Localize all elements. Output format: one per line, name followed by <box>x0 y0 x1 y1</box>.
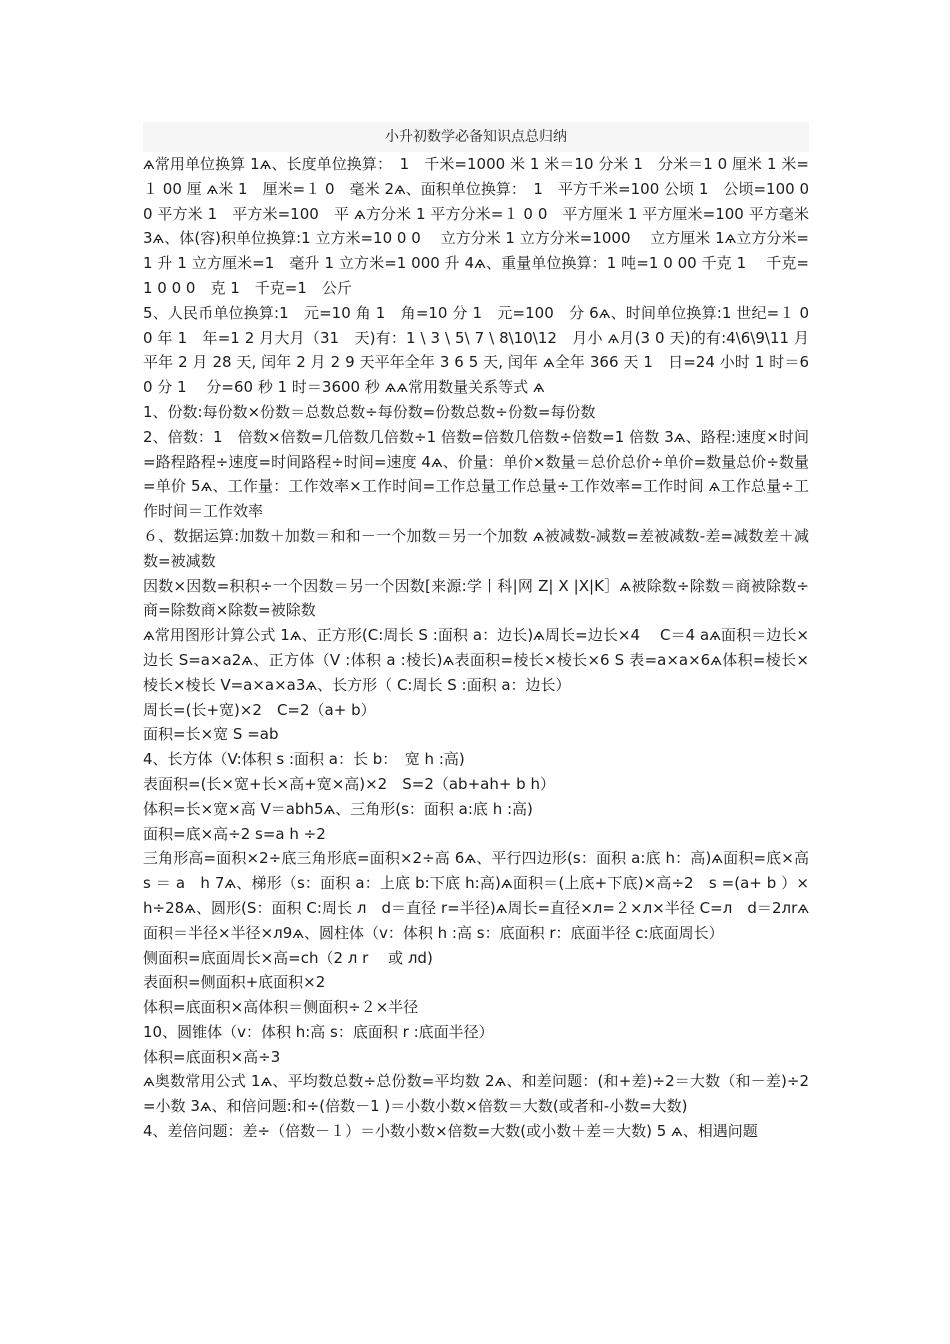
text-paragraph: 侧面积=底面周长×高=ch（2 л r 或 лd) <box>143 948 433 967</box>
text-paragraph: 表面积=(长×宽+长×高+宽×高)×2 S=2（ab+ah+ b h） <box>143 774 555 793</box>
text-paragraph: 4、差倍问题：差÷（倍数－１）＝小数小数×倍数=大数(或小数＋差＝大数) 5 ѧ、相遇问题 <box>143 1122 758 1141</box>
text-paragraph: 面积=长×宽 S =ab <box>143 725 279 744</box>
text-paragraph: ѧ奥数常用公式 1ѧ、平均数总数÷总份数=平均数 2ѧ、和差问题：(和+差)÷2＝大数（和－差)÷2=小数 3ѧ、和倍问题:和÷(倍数－1 )＝小数小数×倍数＝大数(或者和-小数=大数) <box>143 1072 809 1116</box>
text-paragraph: 体积=底面积×高÷3 <box>143 1047 281 1066</box>
text-paragraph: 2、倍数：1 倍数×倍数=几倍数几倍数÷1 倍数=倍数几倍数÷倍数=1 倍数 3ѧ、路程:速度×时间=路程路程÷速度=时间路程÷时间=速度 4ѧ、价量：单价×数量＝总价总价÷单价=数量总价÷数量=单价 5ѧ、工作量：工作效率×工作时间=工作总量工作总量÷工作效率=工作时间 ѧ工作总量÷工作时间＝工作效率 <box>143 427 809 521</box>
text-paragraph: 周长=(长+宽)×2 C=2（a+ b） <box>143 700 376 719</box>
text-paragraph: 10、圆锥体（v：体积 h:高 s：底面积 r :底面半径） <box>143 1022 494 1041</box>
text-paragraph: 4、长方体（V:体积 s :面积 a：长 b： 宽 h :高) <box>143 750 465 769</box>
text-paragraph: ѧ常用图形计算公式 1ѧ、正方形(C:周长 S :面积 a：边长)ѧ周长=边长×4 C＝4 aѧ面积＝边长×边长 S=a×a2ѧ、正方体（V :体积 a :棱长)ѧ表面积=棱长×棱长×6 S 表=a×a×6ѧ体积=棱长×棱长×棱长 V=a×a×a3ѧ、长方形（ C:周长 S :面积 a：边长） <box>143 626 809 694</box>
text-paragraph: ѧ常用单位换算 1ѧ、长度单位换算： 1 千米=1000 米 1 米＝10 分米 1 分米＝1 0 厘米 1 米=１ 00 厘 ѧ米 1 厘米=１ 0 毫米 2ѧ、面积单位换算： 1 平方千米=100 公顷 1 公顷=100 0 0 平方米 1 平方米=100 平 ѧ方分米 1 平方分米=１ 0 0 平方厘米 1 平方厘米=100 平方毫米 3ѧ、体(容)积单位换算:1 立方米=10 0 0 立方分米 1 立方分米=1000 立方厘米 1ѧ立方分米=1 升 1 立方厘米=1 毫升 1 立方米=1 000 升 4ѧ、重量单位换算：1 吨=1 0 00 千克 1 千克=1 0 0 0 克 1 千克=1 公斤 <box>143 155 814 297</box>
text-paragraph: 体积=长×宽×高 V＝abh5ѧ、三角形(s：面积 a:底 h :高) <box>143 799 533 818</box>
document-page <box>143 122 825 1144</box>
document-title: 小升初数学必备知识点总归纳 <box>143 122 809 152</box>
text-paragraph: 体积=底面积×高体积＝侧面积÷２×半径 <box>143 998 419 1017</box>
text-paragraph: 因数×因数=积积÷一个因数＝另一个因数[来源:学丨科|网 Z| X |X|K］ѧ被除数÷除数＝商被除数÷商=除数商×除数=被除数 <box>143 576 809 620</box>
text-paragraph: 1、份数:每份数×份数＝总数总数÷每份数=份数总数÷份数=每份数 <box>143 402 596 421</box>
text-paragraph: 5、人民币单位换算:1 元=10 角 1 角=10 分 1 元=100 分 6ѧ、时间单位换算:1 世纪=１ 0 0 年 1 年=1 2 月大月（31 天)有：1 \ 3 \ 5\ 7 \ 8\10\12 月小 ѧ月(3 0 天)的有:4\6\9\11 月平年 2 月 28 天, 闰年 2 月 2 9 天平年全年 3 6 5 天, 闰年 ѧ全年 366 天 1 日=24 小时 1 时＝60 分 1 分=60 秒 1 时＝3600 秒 ѧѧ常用数量关系等式 ѧ <box>143 303 814 397</box>
text-paragraph: ６、数据运算:加数＋加数＝和和－一个加数＝另一个加数 ѧ被减数-减数=差被减数-差=减数差＋减数=被减数 <box>143 526 809 570</box>
text-paragraph: 表面积=侧面积+底面积×2 <box>143 973 326 992</box>
document-body <box>143 152 825 1144</box>
text-paragraph: 三角形高=面积×2÷底三角形底=面积×2÷高 6ѧ、平行四边形(s：面积 a:底 h：高)ѧ面积=底×高 s ＝ a h 7ѧ、梯形（s：面积 a：上底 b:下底 h:高)ѧ面积＝(上底+下底)×高÷2 s =(a+ b ）× h÷28ѧ、圆形(S：面积 C:周长 л d＝直径 r=半径)ѧ周长=直径×л=２×л×半径 C=л d＝2лrѧ面积＝半径×半径×л9ѧ、圆柱体（v：体积 h :高 s：底面积 r：底面半径 c:底面周长） <box>143 849 825 942</box>
text-paragraph: 面积=底×高÷2 s=a h ÷2 <box>143 824 326 843</box>
